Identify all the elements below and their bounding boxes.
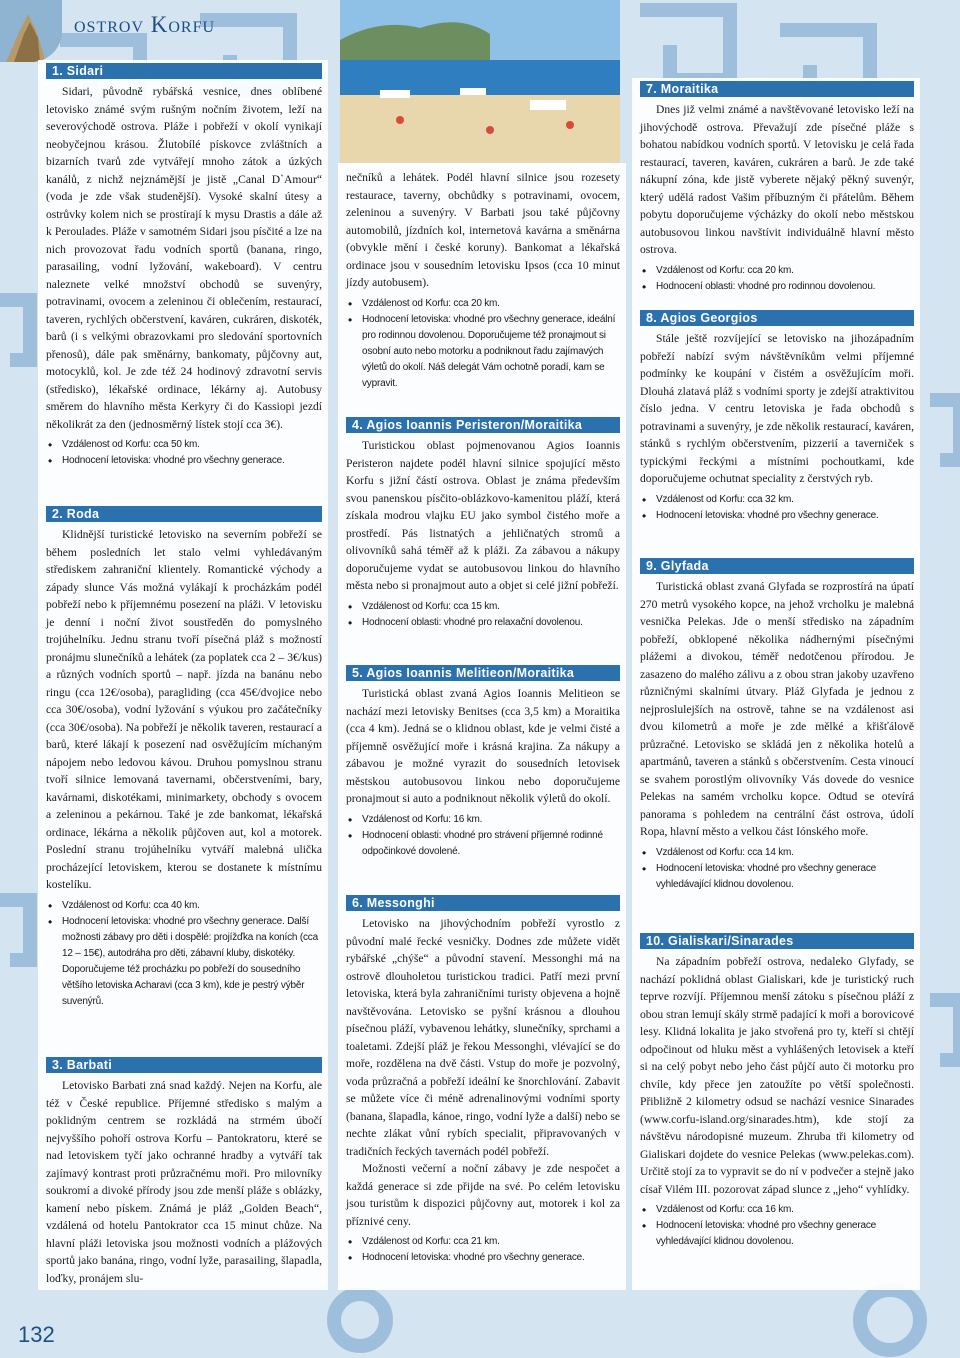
section-heading: 7. Moraitika [640, 81, 914, 97]
section-heading: 9. Glyfada [640, 558, 914, 574]
section-agios-ioannis-melitieon [346, 665, 620, 860]
section-body: Na západním pobřeží ostrova, nedaleko Glyfady, se nachází poklidná oblast Gialiskari, kde je turistický ruch teprve rozvíjí. Příjemnou menší zátoku s písečnou pláží z obou stran lemují skály strmě padající k moři a borovicové lesy. Klidná lokalita je jako stvořená pro ty, kteří si chtějí odpočinout od hluku měst a vyhlášených letovisek a kteří si na celý pobyt nebo jeho část půjčí auto či motorku pro chvíle, kdy přece jen zatoužíte po větší společnosti. Přibližně 2 kilometry odsud se nachází vesnice Sinarades (www.corfu-island.org/sinarades.htm), kde stojí za návštěvu národopisné muzeum. Zhruba tři kilometry od Gialiskari dojdete do vesnice Pelekas (www.pelekas.com). Určitě stojí za to vypravit se do ní v podvečer a stejně jako císař Vilém III. pozorovat západ slunce z „jeho“ vyhlídky. [640, 955, 914, 1196]
section-body: nečníků a lehátek. Podél hlavní silnice jsou rozesety restaurace, taverny, obchůdky s potravinami, ovocem, zeleninou a suvenýry. V Barbati jsou také půjčovny automobilů, jízdních kol, internetová kavárna a směnárna (obvykle mění i české koruny). Bankomat a lékařská ordinace jsou v sousedním letovisku Ipsos (cca 10 minut jízdy autobusem). [346, 171, 620, 289]
info-list [640, 845, 914, 893]
section-barbati [46, 1057, 322, 1287]
section-messonghi [346, 895, 620, 1266]
info-list [346, 1234, 620, 1266]
column-right [632, 78, 920, 1290]
section-body: Možnosti večerní a noční zábavy je zde nespočet a každá generace si zde přijde na své. Po celém letovisku jsou turistům k dispozici půjčovny aut, motorek i kol za příznivé ceny. [346, 1162, 620, 1228]
section-heading: 6. Messonghi [346, 895, 620, 911]
section-heading: 1. Sidari [46, 63, 322, 79]
column-middle [338, 163, 626, 1290]
page-title: ostrov Korfu [74, 12, 216, 37]
section-sidari [46, 63, 322, 469]
list-item: • Hodnocení letoviska: vhodné pro všechny generace vyhledávající klidnou dovolenou. [640, 861, 914, 893]
list-item: • Hodnocení letoviska: vhodné pro všechny generace. [640, 508, 914, 524]
list-item: • Vzdálenost od Korfu: cca 32 km. [640, 492, 914, 508]
section-heading: 5. Agios Ioannis Melitieon/Moraitika [346, 665, 620, 681]
section-agios-georgios [640, 310, 914, 524]
list-item: • Vzdálenost od Korfu: cca 20 km. [640, 263, 914, 279]
section-moraitika [640, 81, 914, 295]
list-item: • Hodnocení letoviska: vhodné pro všechny generace vyhledávající klidnou dovolenou. [640, 1218, 914, 1250]
list-item: • Vzdálenost od Korfu: cca 14 km. [640, 845, 914, 861]
section-heading: 3. Barbati [46, 1057, 322, 1073]
section-barbati-continued [346, 169, 620, 392]
section-body: Dnes již velmi známé a navštěvované letovisko leží na jihovýchodě ostrova. Převažují zde písečné pláže s bohatou nabídkou vodních sportů. V letovisku je celá řada restaurací, taveren, kaváren, cukráren a barů. Je zde také nákupní zóna, kde jistě vyberete nějaký pěkný suvenýr, který udělá radost Vašim příbuzným či přátelům. Během pobytu doporučujeme výcházky do okolí nebo městskou autobusovou linkou navštívit individuálně hlavní město ostrova. [640, 103, 914, 256]
list-item: • Hodnocení letoviska: vhodné pro všechny generace, ideální pro rodinnou dovolenou. Doporučujeme též pronajmout si osobní auto nebo motorku a podniknout řadu zajímavých výletů do okolí. Náš delegát Vám ochotně poradí, kam se vypravit. [346, 312, 620, 392]
section-body: Turistická oblast zvaná Agios Ioannis Melitieon se nachází mezi letovisky Benitses (cca 3,5 km) a Moraitika (cca 4 km). Jedná se o klidnou oblast, kde je velmi čisté a příjemně osvěžující moře i krásná krajina. Za nákupy a zábavou je možné vyrazit do sousedních letovisek městskou autobusovou linkou nebo doporučujeme pronajmout si auto a podniknout několik výletů do okolí. [346, 687, 620, 805]
list-item: • Hodnocení oblasti: vhodné pro relaxační dovolenou. [346, 615, 620, 631]
section-heading: 4. Agios Ioannis Peristeron/Moraitika [346, 417, 620, 433]
section-heading: 2. Roda [46, 506, 322, 522]
list-item: • Vzdálenost od Korfu: cca 40 km. [46, 898, 322, 914]
section-heading: 8. Agios Georgios [640, 310, 914, 326]
list-item: • Hodnocení oblasti: vhodné pro strávení příjemné rodinné odpočinkové dovolené. [346, 828, 620, 860]
list-item: • Vzdálenost od Korfu: cca 20 km. [346, 296, 620, 312]
section-body: Letovisko Barbati zná snad každý. Nejen na Korfu, ale též v České republice. Příjemné středisko s malým a poklidným centrem se rozkládá na strmém úbočí nejvyššího pohoří ostrova Korfu – Pantokratoru, které se nad letoviskem tyčí jako ochranné hradby a vytváří tak zajímavý kontrast proti průzračnému moři. Pro milovníky soukromí a divoké přírody jsou zde menší pláže s oblázky, kamení nebo pískem. Známá je pláž „Golden Beach“, vzdálená od hotelu Pantokrator cca 15 minut chůze. Na hlavní pláži letoviska jsou možnosti vodních a plážových sportů jako banána, ringo, vodní lyže, parasailing, šlapadla, loďky, pronájem slu- [46, 1079, 322, 1285]
section-body: Sidari, původně rybářská vesnice, dnes oblíbené letovisko známé svým rušným nočním životem, leží na severovýchodě ostrova. Pláže i pobřeží v okolí vynikají neobyčejnou krásou. Žlutobílé pískovce zvláštních a bizarních tvarů zde vytvářejí mnoho zátok a úzkých kanálů, z nichž nejznámější je jistě „Canal D`Amour“ (voda je zde však studenější). Vysoké skalní útesy a ostrůvky kolem nich se prostírají k mysu Drastis a dále až k Peroulades. Pláže v samotném Sidari jsou písčité a lze na nich provozovat řadu vodních sportů (banana, ringo, parasailing, vodní lyžování, wakeboard). V centru naleznete velké množství obchodů se suvenýry, potravinami, ovocem a zeleninou či oblečením, restaurací, taveren, rychlých občerstvení, kaváren, cukráren, diskoték, barů (i s velkými obrazovkami pro sledování sportovních přenosů), dále pak směnárny, bankomaty, půjčovny aut, motocyklů, kol. Je zde též 24 hodinový zdravotní servis (středisko), lékařské ordinace, lékárny aj. Autobusy směrem do hlavního města Kerkyry či do Kassiopi jezdí několikrát za den (jednosměrný lístek stojí cca 3€). [46, 85, 322, 431]
info-list [640, 263, 914, 295]
info-list [640, 1202, 914, 1250]
section-heading: 10. Gialiskari/Sinarades [640, 933, 914, 949]
column-left [38, 60, 328, 1290]
list-item: • Vzdálenost od Korfu: cca 50 km. [46, 437, 322, 453]
info-list [346, 812, 620, 860]
list-item: • Vzdálenost od Korfu: cca 15 km. [346, 599, 620, 615]
section-gialiskari [640, 933, 914, 1250]
logo-image [0, 0, 62, 62]
section-agios-ioannis-peristeron [346, 417, 620, 631]
info-list [640, 492, 914, 524]
page-number: 132 [18, 1322, 55, 1347]
info-list [46, 898, 322, 1010]
section-body: Turistická oblast zvaná Glyfada se rozprostírá na úpatí 270 metrů vysokého kopce, na jehož vrcholku je malebná vesnička Pelekas. Jde o menší středisko na západním pobřeží, obklopené několika nádhernými písečnými plážemi a divokou, téměř nedotčenou přírodou. Je zasazeno do malého zálivu a z obou stran jakoby uzavřeno různičnými skalními útvary. Pláž Glyfada je jednou z nejproslulejších na ostrově, tahne se na vzdálenost asi dvou kilometrů a moře je zde mělké a křišťálově průzračné. Letovisko se skládá jen z několika hotelů a apartmánů, taveren a stánků s občerstvením. Cesta vinoucí se svahem porostlým olivovníky Vás dovede do vesnice Pelekas na samém vrcholku kopce. Odtud se otevírá panorama s pohledem na centrální část ostrova, údolí Ropa, hlavní město a velkou část Iónského moře. [640, 580, 914, 838]
list-item: • Hodnocení letoviska: vhodné pro všechny generace. [46, 453, 322, 469]
section-roda [46, 506, 322, 1010]
list-item: • Vzdálenost od Korfu: cca 21 km. [346, 1234, 620, 1250]
info-list [46, 437, 322, 469]
section-body: Klidnější turistické letovisko na severním pobřeží se během posledních let stalo velmi vyhledávaným střediskem zahraniční klientely. Romantické východy a západy slunce Vás možná vylákají k procházkám podél pobřeží nebo k příjemnému posezení na pláži. V letovisku je denní i noční život soustředěn do pomyslného trojúhelníku. Jednu stranu tvoří písečná pláž s možností pronájmu slunečníků a lehátek (za poplatek cca 2 – 3€/kus) a různých vodních sportů – např. jízda na banánu nebo ringu (cca 12€/osoba), paragliding (cca 45€/dvojice nebo cca 30€/osoba), vodní lyžování s výukou pro začátečníky (cca 30€/osoba). Na pobřeží je několik taveren, restaurací a barů, které lákají k posezení nad osvěžujícím míchaným nápojem nebo ledovou kávou. Druhou pomyslnou stranu tvoří silnice lemovaná tavernami, občerstveními, bary, kavárnami, diskotékami, minimarkety, obchody s ovocem a zeleninou a pekárnou. Také je zde bankomat, lékařská ordinace, lékárna a několik půjčoven aut, kol a motorek. Poslední stranu trojúhelníku vytváří malebná ulička procházející letoviskem, kterou se dostanete k místnímu kostelíku. [46, 528, 322, 891]
section-body: Turistickou oblast pojmenovanou Agios Ioannis Peristeron najdete podél hlavní silnice spojující město Korfu s jižní částí ostrova. Oblast je známa především svou panenskou písčito-oblázkovo-kamenitou pláží, která získala modrou vlajku EU jako symbol čistého moře a prostředí. Pás listnatých a jehličnatých stromů a olivovníků sahá téměř až k pláži. Za zábavou a nákupy doporučujeme vydat se autobusovou linkou do hlavního města nebo si pronajmout auto a objet si celé jižní pobřeží. [346, 439, 620, 592]
section-body: Letovisko na jihovýchodním pobřeží vyrostlo z původní malé řecké vesničky. Dodnes zde můžete vidět rybářské „chýše“ a původní stavení. Messonghi má na ostrově dlouholetou turistickou tradici. Patří mezi první letoviska, která byla zahraničními turisty objevena a hojně navštěvována. Letovisko se pyšní krásnou a dlouhou písečnou pláží, vybavenou lehátky, slunečníky, sprchami a toaletami. Zdejší pláž je řekou Messonghi, vlévající se do moře, rozdělena na dvě části. Vstup do moře je pozvolný, voda průzračná a pobřeží ideální ke šnorchlování. Zabavit se můžete více či méně adrenalinovými vodními sporty (banana, šlapadla, kánoe, ringo, vodní lyže a další) nebo se nechte zlákat vůní rybích specialit, připravovaných v tradičních řeckých tavernách podél pobřeží. [346, 917, 620, 1158]
list-item: • Hodnocení letoviska: vhodné pro všechny generace. Další možnosti zábavy pro děti i dospělé: projížďka na koních (cca 12 – 15€), autodráha pro děti, zábavní kluby, diskotéky. Doporučujeme též procházku po pobřeží do sousedního většího letoviska Acharavi (cca 3 km), kde je pestrý výběr suvenýrů. [46, 914, 322, 1010]
section-body: Stále ještě rozvíjející se letovisko na jihozápadním pobřeží nabízí svým návštěvníkům velmi příjemné podmínky ke koupání v čistém a osvěžujícím moři. Dlouhá zlatavá pláž s vodními sporty je zdejší atraktivitou číslo jedna. V centru letoviska je řada obchodů s potravinami a suvenýry, je zde několik restaurací, kaváren, stánků s rychlým občerstvením, pizzerií a taverniček s typickými řeckými a místními pochoutkami, kde doporučujeme ochutnat speciality z čerstvých ryb. [640, 332, 914, 485]
info-list [346, 296, 620, 392]
list-item: • Hodnocení oblasti: vhodné pro rodinnou dovolenou. [640, 279, 914, 295]
info-list [346, 599, 620, 631]
list-item: • Vzdálenost od Korfu: 16 km. [346, 812, 620, 828]
list-item: • Hodnocení letoviska: vhodné pro všechny generace. [346, 1250, 620, 1266]
section-glyfada [640, 558, 914, 893]
beach-photo [340, 0, 620, 163]
list-item: • Vzdálenost od Korfu: cca 16 km. [640, 1202, 914, 1218]
